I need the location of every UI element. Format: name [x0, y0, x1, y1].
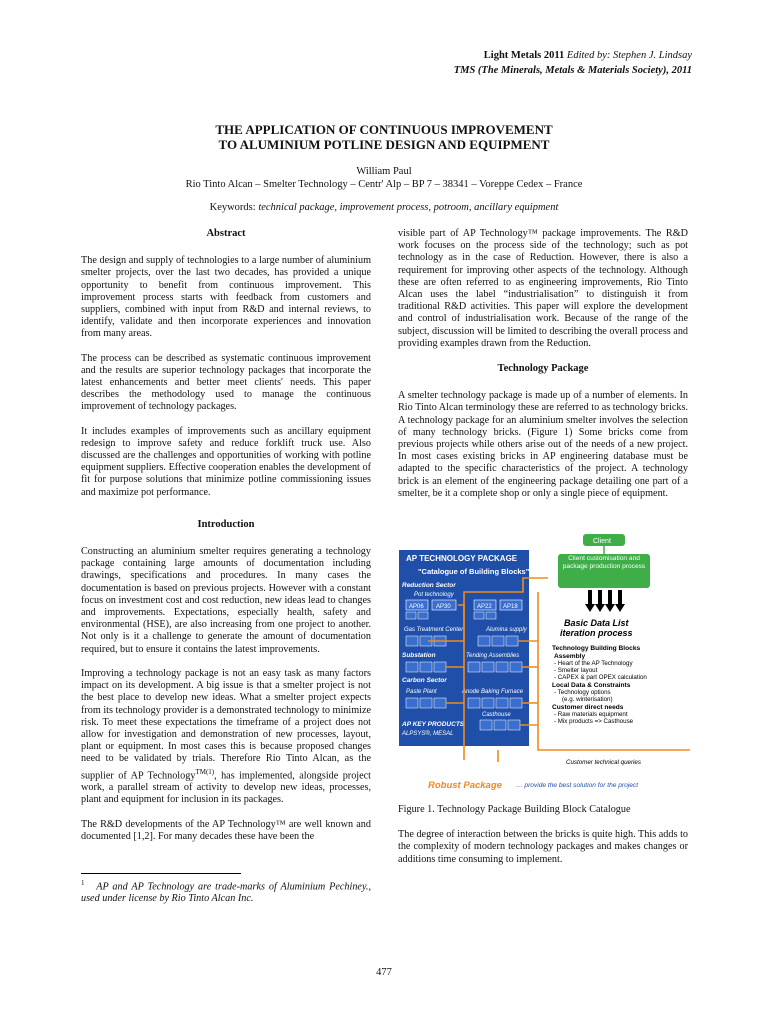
tbb-label: Technology Building Blocks: [552, 645, 641, 652]
customer-item-1: - Raw materials equipment: [554, 711, 628, 718]
carbon-sector-label: Carbon Sector: [402, 677, 447, 684]
basic-data-label: Basic Data List: [564, 618, 629, 628]
right-column-bottom: [398, 804, 688, 866]
local-data-label: Local Data & Constraints: [552, 682, 631, 689]
customisation-text: Client customisation and package production process: [562, 555, 646, 570]
abstract-heading: Abstract: [206, 228, 246, 239]
local-item-2: (e.g. winterisation): [562, 696, 613, 703]
reduction-sector-label: Reduction Sector: [402, 582, 456, 589]
left-column: [81, 228, 371, 843]
introduction-paragraph-1: Constructing an aluminium smelter requires generating a technology package containing large amounts of documentation including drawings, specifications and procedures. In many cases the documentation is based on previous projects. However with a constant focus on investment cost and cost reduction, new ideas lead to changes and improvements. Expectations, especially health, safety and environmental (HSE), are also increasing from one project to another. Not only is it a challenge to generate the amount of documentation required, but to ensure it contains the latest improvements.: [81, 546, 371, 655]
running-header: [454, 48, 692, 78]
client-label: Client: [593, 538, 611, 545]
customisation-text-holder: [558, 555, 650, 587]
building-block-figure: [398, 532, 690, 802]
gtc-label: Gas Treatment Center: [404, 627, 464, 633]
author-affiliation: Rio Tinto Alcan – Smelter Technology – Centr' Alp – BP 7 – 38341 – Voreppe Cedex – France: [185, 179, 583, 190]
baking-label: Anode Baking Furnace: [462, 689, 524, 695]
iteration-label: iteration process: [560, 628, 633, 638]
ap18-label: AP18: [503, 604, 518, 610]
package-title: AP TECHNOLOGY PACKAGE: [406, 554, 518, 563]
introduction-paragraph-2: [81, 668, 371, 807]
assembly-item-2: - Smelter layout: [554, 667, 598, 674]
customer-needs-label: Customer direct needs: [552, 704, 624, 711]
abstract-paragraph-2: The process can be described as systematic continuous improvement and the results are superior technology packages that incorporate the latest enhancements and better meet clients' needs. This paper describes the methodology used to manage the continuous improvement of technology packages.: [81, 352, 371, 413]
ap22-label: AP22: [477, 604, 492, 610]
queries-label: Customer technical queries: [566, 759, 641, 766]
small-brick: [406, 612, 416, 619]
ap06-label: AP06: [409, 604, 424, 610]
keywords-label: Keywords:: [209, 202, 256, 213]
pot-technology-label: Pot technology: [414, 592, 454, 598]
technology-package-heading: Technology Package: [497, 363, 589, 375]
key-products-label: AP KEY PRODUCTS: [402, 721, 465, 728]
footnote-text: AP and AP Technology are trade-marks of Aluminium Pechiney., used under license by Rio Tinto Alcan Inc.: [81, 881, 371, 905]
local-item-1: - Technology options: [554, 689, 611, 696]
customer-item-2: - Mix products => Casthouse: [554, 718, 634, 725]
key-products-list: ALPSYS®, MESAL: [402, 731, 454, 737]
header-journal: Light Metals 2011: [483, 50, 565, 61]
casthouse-label: Casthouse: [482, 712, 511, 718]
intro-p2-part-a: Improving a technology package is not an easy task as many factors impact on its development. A big issue is that a smelter project is not the best place to develop new ideas. What a smelter project expects from its technology provider is a demonstrated technology to minimize risk. To meet these expectations the timeframe of a project does not allow for investigation and demonstration of new processes, layout, plant or equipment. In most cases this is because proposed changes need to be validated by trials. Therefore Rio Tinto Alcan, as the supplier of AP Technology: [81, 667, 371, 781]
right-paragraph-1: visible part of AP Technology™ package improvements. The R&D work focuses on the process side of the technology; such as pot technology as in the case of Reduction. However, there is also a requirement for improving other aspects of the technology. Although these are often referred to as engineering improvements, Rio Tinto Alcan uses the label “industrialisation” to distinguish it from traditional R&D activities. This paper will explore the development and control of industrialisation work. Because of the range of the subject, discussion will be limited to describing the overall process and providing examples drawn from the Reduction.: [398, 228, 689, 349]
paste-label: Paste Plant: [406, 689, 437, 695]
title-line-1: THE APPLICATION OF CONTINUOUS IMPROVEMENT: [215, 122, 553, 137]
abstract-paragraph-1: The design and supply of technologies to a large number of aluminium smelter projects, over the last two decades, has provided a unique opportunity to benefit from continuous improvement. This improvement process starts with feedback from customers and suppliers, combined with input from R&D and internal reviews, to identify, validate and then incorporate experiences and innovation from many areas.: [81, 255, 371, 340]
robust-package-label: Robust Package: [428, 780, 502, 791]
author-name: William Paul: [356, 166, 412, 177]
keywords: [0, 202, 768, 213]
brick-row-4: [480, 720, 520, 730]
substation-label: Substation: [402, 652, 436, 659]
assembly-item-1: - Heart of the AP Technology: [554, 660, 633, 667]
right-column-top: [398, 228, 688, 500]
header-editor: Edited by: Stephen J. Lindsay: [566, 50, 692, 61]
figure-caption: Figure 1. Technology Package Building Block Catalogue: [398, 804, 631, 815]
abstract-paragraph-3: It includes examples of improvements such as ancillary equipment redesign to improve safety and reduce forklift truck use. Also discussed are the challenges and opportunities of working with potline equipment suppliers. Effective cooperation enables the development of fit for purpose solutions that minimize potline commissioning issues and maximize pot performance.: [81, 425, 371, 498]
introduction-heading: Introduction: [197, 518, 255, 530]
title-line-2: TO ALUMINIUM POTLINE DESIGN AND EQUIPMENT: [218, 137, 550, 152]
footnote-mark: 1: [81, 879, 85, 887]
catalogue-label: "Catalogue of Building Blocks": [418, 567, 530, 576]
small-brick: [486, 612, 496, 619]
assembly-item-3: - CAPEX & part OPEX calculation: [554, 674, 647, 681]
page-number: 477: [376, 967, 392, 978]
footnote-rule: [81, 873, 241, 874]
down-arrows: [585, 590, 625, 612]
author-block: [0, 165, 768, 191]
trademark-sup: TM(1): [195, 767, 215, 776]
assembly-label: Assembly: [554, 653, 586, 660]
tending-label: Tending Assemblies: [466, 653, 520, 659]
header-publisher: TMS (The Minerals, Metals & Materials Society), 2011: [453, 65, 692, 76]
footnote: [81, 877, 371, 905]
small-brick: [418, 612, 428, 619]
intro-p2-part-b: , has implemented, alongside project work, a parallel stream of activity to develop new ideas, processes, plant and equipment for inclusion in its packages.: [81, 769, 371, 806]
right-paragraph-2: A smelter technology package is made up of a number of elements. In Rio Tinto Alcan terminology these are referred to as technology bricks. A technology package for an aluminium smelter involves the selection of many technology bricks. (Figure 1) Some bricks come from previous projects while others arise out of the needs of a new project. In most cases existing bricks in AP engineering database must be adapted to the specific characteristics of the project. A technology brick is an element of the engineering package detailing one part of a smelter, be it a complete shop or only a single piece of equipment.: [398, 390, 688, 499]
best-solution-label: … provide the best solution for the project: [516, 782, 639, 789]
paper-title: [0, 122, 768, 152]
small-brick: [474, 612, 484, 619]
introduction-paragraph-3: The R&D developments of the AP Technology™ are well known and documented [1,2]. For many decades these have been the: [81, 818, 371, 842]
ap30-label: AP30: [436, 604, 451, 610]
keywords-value: technical package, improvement process, potroom, ancillary equipment: [258, 202, 559, 213]
alumina-label: Alumina supply: [486, 627, 527, 633]
right-paragraph-3: The degree of interaction between the bricks is quite high. This adds to the complexity of modern technology packages and makes changes or additions time consuming to implement.: [398, 829, 688, 865]
